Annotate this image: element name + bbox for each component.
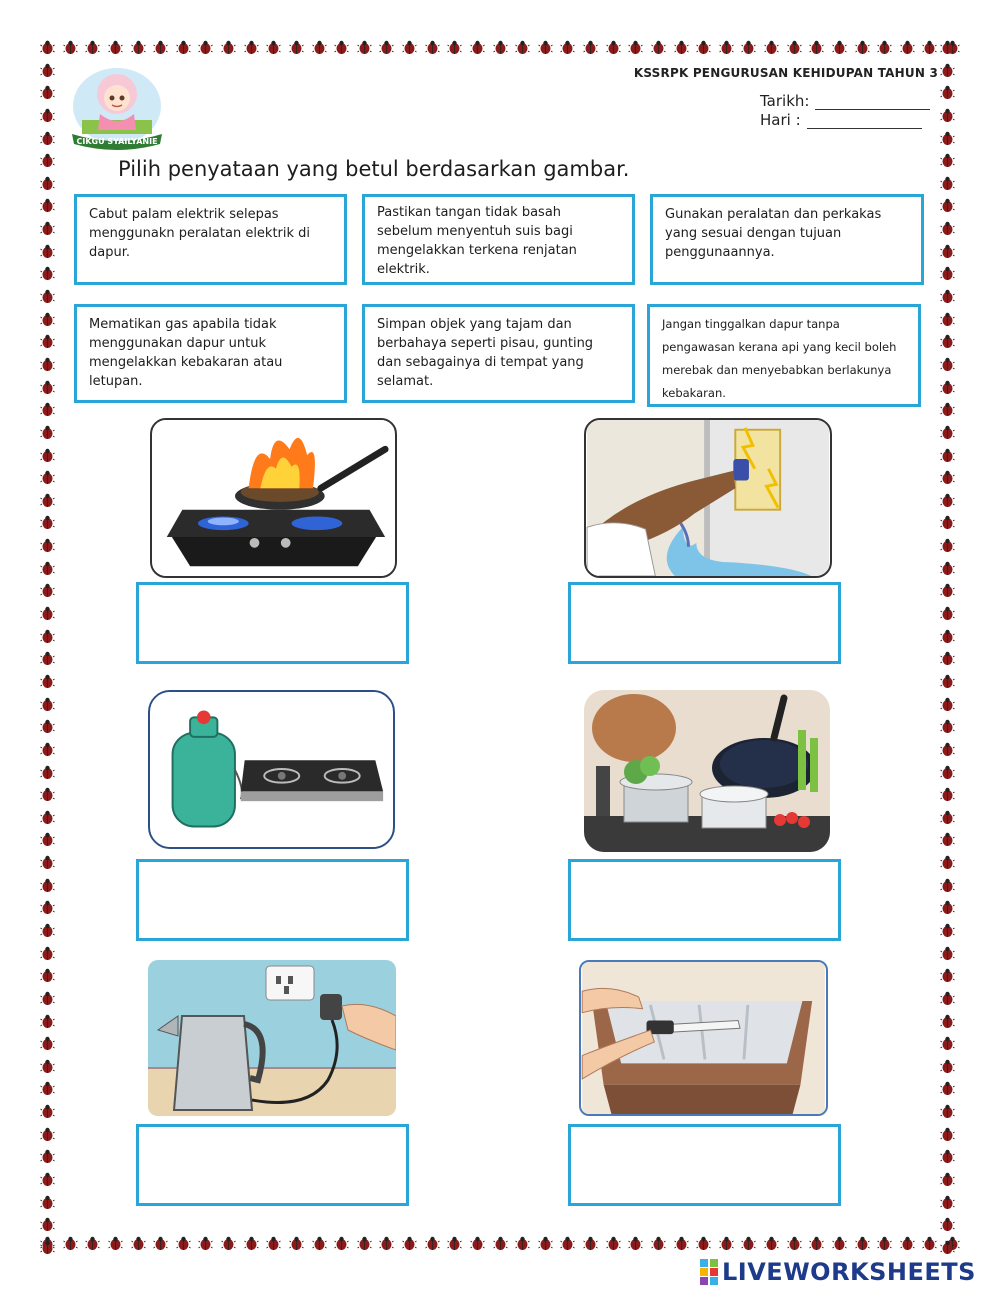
ladybug-icon (560, 40, 575, 55)
day-line (807, 115, 922, 129)
ladybug-icon (40, 810, 55, 825)
ladybug-icon (402, 1236, 417, 1251)
ladybug-icon (940, 425, 955, 440)
ladybug-icon (719, 1236, 734, 1251)
ladybug-icon (940, 606, 955, 621)
ladybug-icon (940, 357, 955, 372)
ladybug-icon (334, 1236, 349, 1251)
ladybug-icon (40, 946, 55, 961)
ladybug-icon (40, 266, 55, 281)
ladybug-icon (357, 40, 372, 55)
ladybug-icon (940, 312, 955, 327)
ladybug-icon (628, 1236, 643, 1251)
ladybug-icon (40, 153, 55, 168)
ladybug-icon (674, 40, 689, 55)
ladybug-icon (940, 1217, 955, 1232)
statement-card-6[interactable]: Jangan tinggalkan dapur tanpa pengawasan kerana api yang kecil boleh merebak dan menyebabkan berlakunya kebakaran. (647, 304, 921, 407)
ladybug-icon (40, 198, 55, 213)
brand-name: LIVEWORKSHEETS (722, 1258, 976, 1286)
ladybug-icon (940, 923, 955, 938)
ladybug-icon (40, 855, 55, 870)
ladybug-icon (940, 1240, 955, 1255)
ladybug-icon (940, 515, 955, 530)
ladybug-icon (63, 40, 78, 55)
ladybug-icon (40, 900, 55, 915)
ladybug-icon (40, 742, 55, 757)
ladybug-icon (447, 1236, 462, 1251)
ladybug-icon (153, 40, 168, 55)
ladybug-icon (787, 40, 802, 55)
statement-card-4[interactable]: Mematikan gas apabila tidak menggunakan dapur untuk mengelakkan kebakaran atau letupan. (74, 304, 347, 403)
ladybug-icon (40, 176, 55, 191)
ladybug-icon (425, 40, 440, 55)
ladybug-icon (940, 1195, 955, 1210)
ladybug-icon (40, 1195, 55, 1210)
statement-card-3[interactable]: Gunakan peralatan dan perkakas yang sesuai dengan tujuan penggunaannya. (650, 194, 924, 285)
picture-cookware (584, 690, 830, 852)
ladybug-icon (40, 1014, 55, 1029)
ladybug-icon (40, 719, 55, 734)
ladybug-icon (40, 629, 55, 644)
ladybug-icon (940, 40, 955, 55)
ladybug-icon (940, 470, 955, 485)
ladybug-icon (900, 40, 915, 55)
ladybug-icon (221, 40, 236, 55)
ladybug-icon (40, 606, 55, 621)
ladybug-icon (176, 40, 191, 55)
ladybug-icon (40, 470, 55, 485)
ladybug-icon (40, 108, 55, 123)
ladybug-icon (85, 40, 100, 55)
ladybug-icon (674, 1236, 689, 1251)
ladybug-icon (40, 583, 55, 598)
ladybug-icon (40, 674, 55, 689)
ladybug-icon (85, 1236, 100, 1251)
ladybug-icon (40, 561, 55, 576)
ladybug-icon (940, 198, 955, 213)
kettle-unplug-icon (148, 960, 396, 1116)
ladybug-icon (940, 493, 955, 508)
ladybug-icon (922, 40, 937, 55)
ladybug-icon (40, 221, 55, 236)
ladybug-icon (108, 1236, 123, 1251)
ladybug-icon (40, 1081, 55, 1096)
ladybug-icon (628, 40, 643, 55)
ladybug-icon (764, 40, 779, 55)
ladybug-icon (221, 1236, 236, 1251)
ladybug-icon (40, 515, 55, 530)
gas-tank-stove-icon (150, 692, 393, 847)
ladybug-icon (696, 1236, 711, 1251)
ladybug-icon (40, 63, 55, 78)
ladybug-icon (583, 40, 598, 55)
ladybug-icon (244, 1236, 259, 1251)
ladybug-icon (266, 1236, 281, 1251)
ladybug-icon (940, 968, 955, 983)
ladybug-icon (940, 832, 955, 847)
ladybug-icon (940, 878, 955, 893)
border-top (40, 40, 960, 60)
answer-box-3[interactable] (136, 859, 409, 941)
ladybug-icon (940, 176, 955, 191)
ladybug-icon (40, 425, 55, 440)
picture-gas-stove (148, 690, 395, 849)
ladybug-icon (696, 40, 711, 55)
ladybug-icon (560, 1236, 575, 1251)
ladybug-icon (538, 1236, 553, 1251)
ladybug-icon (940, 380, 955, 395)
picture-kettle-unplug (148, 960, 396, 1116)
ladybug-icon (470, 40, 485, 55)
ladybug-icon (940, 900, 955, 915)
ladybug-icon (940, 742, 955, 757)
ladybug-icon (940, 651, 955, 666)
ladybug-icon (312, 1236, 327, 1251)
picture-knife-drawer (579, 960, 828, 1116)
ladybug-icon (940, 991, 955, 1006)
cookware-set-icon (584, 690, 830, 852)
ladybug-icon (357, 1236, 372, 1251)
statement-card-5[interactable]: Simpan objek yang tajam dan berbahaya seperti pisau, gunting dan sebagainya di tempat yang selamat. (362, 304, 635, 403)
ladybug-icon (940, 855, 955, 870)
ladybug-icon (40, 923, 55, 938)
ladybug-icon (40, 85, 55, 100)
ladybug-icon (198, 40, 213, 55)
ladybug-icon (940, 85, 955, 100)
ladybug-icon (63, 1236, 78, 1251)
ladybug-icon (470, 1236, 485, 1251)
ladybug-icon (940, 1059, 955, 1074)
ladybug-icon (741, 40, 756, 55)
ladybug-icon (379, 1236, 394, 1251)
ladybug-icon (832, 40, 847, 55)
ladybug-icon (40, 538, 55, 553)
ladybug-icon (40, 1149, 55, 1164)
ladybug-icon (940, 561, 955, 576)
date-label: Tarikh: (760, 92, 810, 110)
ladybug-icon (108, 40, 123, 55)
ladybug-icon (447, 40, 462, 55)
ladybug-icon (922, 1236, 937, 1251)
ladybug-icon (940, 538, 955, 553)
ladybug-icon (877, 40, 892, 55)
knife-drawer-icon (581, 962, 826, 1114)
ladybug-icon (787, 1236, 802, 1251)
ladybug-icon (940, 810, 955, 825)
answer-box-6[interactable] (568, 1124, 841, 1206)
ladybug-icon (809, 40, 824, 55)
ladybug-icon (940, 153, 955, 168)
ladybug-icon (940, 221, 955, 236)
ladybug-icon (40, 832, 55, 847)
day-label: Hari : (760, 111, 801, 129)
ladybug-icon (651, 1236, 666, 1251)
ladybug-icon (40, 1172, 55, 1187)
ladybug-icon (940, 1127, 955, 1142)
ladybug-icon (940, 131, 955, 146)
answer-box-1[interactable] (136, 582, 409, 664)
logo-text: CIKGU SYAILYANIE (76, 137, 158, 146)
ladybug-icon (940, 334, 955, 349)
ladybug-icon (40, 493, 55, 508)
liveworksheets-icon (700, 1259, 718, 1285)
ladybug-icon (40, 1240, 55, 1255)
ladybug-icon (244, 40, 259, 55)
border-left (40, 40, 60, 1255)
ladybug-icon (131, 1236, 146, 1251)
ladybug-icon (40, 334, 55, 349)
ladybug-icon (940, 108, 955, 123)
ladybug-icon (493, 40, 508, 55)
ladybug-icon (940, 63, 955, 78)
ladybug-icon (515, 1236, 530, 1251)
pan-fire-on-stove-icon (152, 420, 395, 576)
ladybug-icon (741, 1236, 756, 1251)
ladybug-icon (940, 402, 955, 417)
border-right (940, 40, 960, 1255)
wet-hand-plug-icon (586, 420, 830, 576)
ladybug-icon (40, 131, 55, 146)
ladybug-icon (40, 651, 55, 666)
day-field[interactable] (760, 111, 922, 129)
ladybug-icon (719, 40, 734, 55)
ladybug-icon (877, 1236, 892, 1251)
ladybug-icon (606, 1236, 621, 1251)
ladybug-icon (940, 1172, 955, 1187)
ladybug-icon (538, 40, 553, 55)
ladybug-icon (940, 448, 955, 463)
subject-title: KSSRPK PENGURUSAN KEHIDUPAN TAHUN 3 (633, 66, 938, 80)
ladybug-icon (855, 40, 870, 55)
ladybug-icon (583, 1236, 598, 1251)
date-line (815, 96, 930, 110)
ladybug-icon (40, 991, 55, 1006)
ladybug-icon (425, 1236, 440, 1251)
ladybug-icon (940, 697, 955, 712)
ladybug-icon (40, 1127, 55, 1142)
ladybug-icon (493, 1236, 508, 1251)
ladybug-icon (40, 40, 55, 55)
ladybug-icon (940, 1104, 955, 1119)
ladybug-icon (40, 402, 55, 417)
ladybug-icon (940, 583, 955, 598)
ladybug-icon (940, 674, 955, 689)
liveworksheets-logo[interactable] (700, 1255, 976, 1289)
ladybug-icon (809, 1236, 824, 1251)
ladybug-icon (379, 40, 394, 55)
ladybug-icon (402, 40, 417, 55)
ladybug-icon (940, 946, 955, 961)
instruction-text: Pilih penyataan yang betul berdasarkan gambar. (118, 157, 630, 181)
ladybug-icon (312, 40, 327, 55)
ladybug-icon (40, 1104, 55, 1119)
ladybug-icon (940, 1036, 955, 1051)
ladybug-icon (334, 40, 349, 55)
ladybug-icon (40, 968, 55, 983)
ladybug-icon (940, 629, 955, 644)
ladybug-icon (651, 40, 666, 55)
ladybug-icon (940, 765, 955, 780)
ladybug-icon (40, 1036, 55, 1051)
ladybug-icon (40, 765, 55, 780)
ladybug-icon (266, 40, 281, 55)
ladybug-icon (40, 380, 55, 395)
ladybug-icon (900, 1236, 915, 1251)
ladybug-icon (940, 1149, 955, 1164)
ladybug-icon (940, 719, 955, 734)
ladybug-icon (40, 312, 55, 327)
ladybug-icon (40, 787, 55, 802)
ladybug-icon (40, 244, 55, 259)
statement-card-2[interactable]: Pastikan tangan tidak basah sebelum menyentuh suis bagi mengelakkan terkena renjatan elektrik. (362, 194, 635, 285)
ladybug-icon (176, 1236, 191, 1251)
ladybug-icon (940, 289, 955, 304)
ladybug-icon (940, 1081, 955, 1096)
ladybug-icon (832, 1236, 847, 1251)
ladybug-icon (289, 1236, 304, 1251)
ladybug-icon (40, 289, 55, 304)
answer-box-2[interactable] (568, 582, 841, 664)
answer-box-5[interactable] (136, 1124, 409, 1206)
picture-wet-hand-plug (584, 418, 832, 578)
teacher-logo (62, 58, 172, 150)
statement-card-1[interactable]: Cabut palam elektrik selepas menggunakn peralatan elektrik di dapur. (74, 194, 347, 285)
ladybug-icon (940, 244, 955, 259)
ladybug-icon (40, 878, 55, 893)
ladybug-icon (940, 266, 955, 281)
ladybug-icon (855, 1236, 870, 1251)
ladybug-icon (515, 40, 530, 55)
ladybug-icon (764, 1236, 779, 1251)
ladybug-icon (153, 1236, 168, 1251)
ladybug-icon (289, 40, 304, 55)
ladybug-icon (40, 357, 55, 372)
answer-box-4[interactable] (568, 859, 841, 941)
ladybug-icon (40, 697, 55, 712)
ladybug-icon (940, 1014, 955, 1029)
date-field[interactable] (760, 92, 930, 110)
ladybug-icon (131, 40, 146, 55)
ladybug-icon (198, 1236, 213, 1251)
picture-pan-fire (150, 418, 397, 578)
ladybug-icon (40, 1217, 55, 1232)
ladybug-icon (40, 448, 55, 463)
ladybug-icon (40, 1059, 55, 1074)
ladybug-icon (606, 40, 621, 55)
border-bottom (40, 1236, 960, 1256)
ladybug-icon (940, 787, 955, 802)
